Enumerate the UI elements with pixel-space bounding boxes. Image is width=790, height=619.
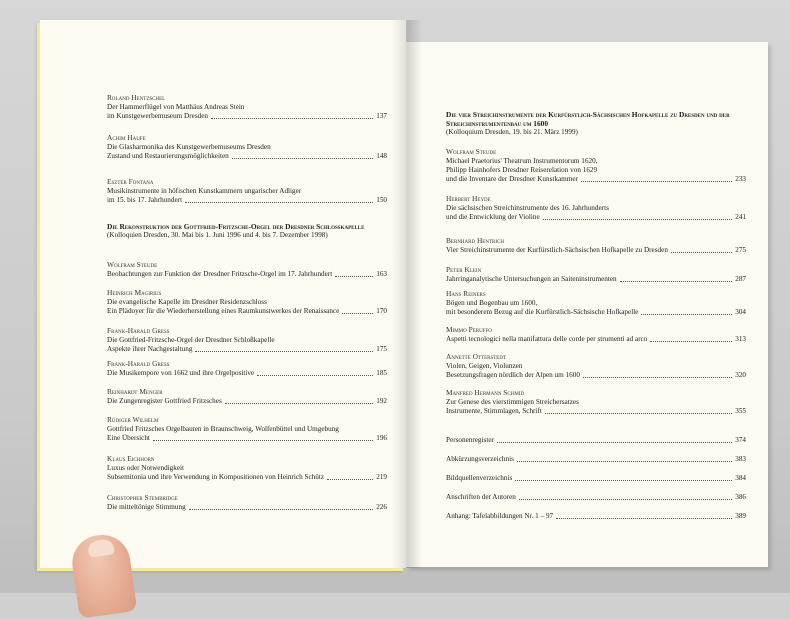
toc-entry xyxy=(107,133,387,161)
entry-title-line: und die Entwicklung der Violine xyxy=(446,213,540,221)
entry-title-line: Die Glasharmonika des Kunstgewerbemuseums Dresden xyxy=(107,143,271,151)
toc-entry xyxy=(107,177,387,205)
page-number: 320 xyxy=(735,371,746,379)
page-number: 287 xyxy=(735,275,746,283)
toc-entry xyxy=(107,415,387,443)
author-name: Wolfram Steude xyxy=(446,147,497,156)
toc-entry xyxy=(107,387,387,406)
entry-title-line: Zustand und Restaurierungsmöglichkeiten xyxy=(107,152,229,160)
leader-dots xyxy=(581,180,732,182)
section-heading: Die vier Streichinstrumente der Kurfürstlich-Sächsischen Hofkapelle zu Dresden und der Streichinstrumentenbau um 1600 xyxy=(446,110,730,128)
entry-title-line: Ein Plädoyer für die Wiederherstellung eines Raumkunstwerkes der Renaissance xyxy=(107,307,340,315)
author-name: Heinrich Magirius xyxy=(107,288,162,297)
leader-dots xyxy=(515,479,732,481)
leader-dots xyxy=(517,460,732,462)
leader-dots xyxy=(153,439,373,441)
entry-title-line: im Kunstgewerbemuseum Dresden xyxy=(107,112,209,120)
toc-entry xyxy=(107,493,387,512)
entry-title-line: Bildquellenverzeichnis xyxy=(446,474,513,482)
leader-dots xyxy=(335,275,373,277)
entry-title-line: Gottfried Fritzsches Orgelbauten in Braunschweig, Wolfenbüttel und Umgebung xyxy=(107,425,339,433)
entry-title-line: Abkürzungsverzeichnis xyxy=(446,455,514,463)
leader-dots xyxy=(620,280,733,282)
entry-title-line: Michael Praetorius' Theatrum Instrumentorum 1620, xyxy=(446,157,598,165)
page-number: 374 xyxy=(735,436,746,444)
entry-title-line: (Kolloquien Dresden, 30. Mai bis 1. Juni 1996 und 4. bis 7. Dezember 1998) xyxy=(107,231,328,239)
toc-entry xyxy=(446,289,746,317)
author-name: Bernhard Hentrich xyxy=(446,236,504,245)
toc-entry xyxy=(446,352,746,380)
page-number: 226 xyxy=(376,503,387,511)
page-number: 304 xyxy=(735,308,746,316)
author-name: Herbert Heyde xyxy=(446,194,491,203)
page-number: 275 xyxy=(735,246,746,254)
page-number: 150 xyxy=(376,196,387,204)
leader-dots xyxy=(583,376,732,378)
page-number: 219 xyxy=(376,473,387,481)
author-name: Rüdiger Wilhelm xyxy=(107,415,159,424)
leader-dots xyxy=(257,374,373,376)
author-name: Achim Haufe xyxy=(107,133,146,142)
entry-title-line: Luxus oder Notwendigkeit xyxy=(107,464,185,472)
entry-title-line: Beobachtungen zur Funktion der Dresdner Fritzsche-Orgel im 17. Jahrhundert xyxy=(107,270,333,278)
entry-title-line: Die sächsischen Streichinstrumente des 16. Jahrhunderts xyxy=(446,204,609,212)
toc-entry xyxy=(446,110,746,137)
entry-title-line: Personenregister xyxy=(446,436,494,444)
leader-dots xyxy=(211,117,373,119)
leader-dots xyxy=(650,340,732,342)
entry-title-line: Die Musikempore von 1662 und ihre Orgelpositive xyxy=(107,369,255,377)
author-name: Frank-Harald Greß xyxy=(107,359,170,368)
toc-entry xyxy=(107,454,387,482)
page-number: 148 xyxy=(376,152,387,160)
page-number: 163 xyxy=(376,270,387,278)
page-number: 386 xyxy=(735,493,746,501)
toc-entry xyxy=(446,147,746,184)
toc-entry xyxy=(446,236,746,255)
leader-dots xyxy=(519,498,732,500)
leader-dots xyxy=(342,312,373,314)
entry-title-line: Philipp Hainhofers Dresdner Reiserelation von 1629 xyxy=(446,166,598,174)
toc-entry xyxy=(107,326,387,354)
leader-dots xyxy=(185,201,373,203)
entry-title-line: Aspetti tecnologici nella manifattura delle corde per strumenti ad arco xyxy=(446,335,648,343)
entry-title-line: Der Hammerflügel von Matthäus Andreas Stein xyxy=(107,103,245,111)
entry-title-line: Jahrringanalytische Untersuchungen an Saiteninstrumenten xyxy=(446,275,617,283)
leader-dots xyxy=(497,441,732,443)
entry-title-line: Eine Übersicht xyxy=(107,434,150,442)
entry-title-line: Musikinstrumente in höfischen Kunstkammern ungarischer Adliger xyxy=(107,187,302,195)
entry-title-line: Zur Genese des vierstimmigen Streichersatzes xyxy=(446,398,579,406)
page-number: 192 xyxy=(376,397,387,405)
toc-entry xyxy=(446,194,746,222)
leader-dots xyxy=(545,412,732,414)
toc-entry xyxy=(107,288,387,316)
author-name: Wolfram Steude xyxy=(107,260,158,269)
toc-entry xyxy=(446,388,746,416)
page-number: 383 xyxy=(735,455,746,463)
leader-dots xyxy=(232,157,373,159)
page-number: 196 xyxy=(376,434,387,442)
leader-dots xyxy=(641,313,732,315)
toc-entry xyxy=(446,265,746,284)
leader-dots xyxy=(543,218,733,220)
author-name: Peter Klein xyxy=(446,265,482,274)
toc-entry xyxy=(446,512,746,521)
toc-entry xyxy=(446,325,746,344)
author-name: Hans Reiners xyxy=(446,289,486,298)
toc-entry xyxy=(107,359,387,378)
leader-dots xyxy=(195,350,373,352)
left-page xyxy=(40,20,406,568)
page-number: 137 xyxy=(376,112,387,120)
toc-entry xyxy=(446,474,746,483)
entry-title-line: Vier Streichinstrumente der Kurfürstlich-Sächsischen Hofkapelle zu Dresden xyxy=(446,246,668,254)
author-name: Klaus Eichhorn xyxy=(107,454,155,463)
author-name: Roland Hentzschel xyxy=(107,93,166,102)
toc-entry xyxy=(446,436,746,445)
leader-dots xyxy=(671,251,732,253)
entry-title-line: Besetzungsfragen nördlich der Alpen um 1600 xyxy=(446,371,580,379)
right-page xyxy=(406,42,768,567)
page-number: 185 xyxy=(376,369,387,377)
entry-title-line: Anschriften der Autoren xyxy=(446,493,516,501)
entry-title-line: und die Inventare der Dresdner Kunstkammer xyxy=(446,175,578,183)
entry-title-line: (Kolloquium Dresden, 19. bis 21. März 1999) xyxy=(446,128,578,136)
entry-title-line: Instrumente, Stimmlagen, Schrift xyxy=(446,407,542,415)
toc-entry xyxy=(107,93,387,121)
entry-title-line: Violen, Geigen, Violunzen xyxy=(446,362,523,370)
page-number: 355 xyxy=(735,407,746,415)
leader-dots xyxy=(327,478,373,480)
author-name: Christopher Stembridge xyxy=(107,493,178,502)
entry-title-line: Aspekte ihrer Nachgestaltung xyxy=(107,345,193,353)
leader-dots xyxy=(225,402,373,404)
author-name: Mimmo Peruffo xyxy=(446,325,492,334)
entry-title-line: Anhang: Tafelabbildungen Nr. 1 – 97 xyxy=(446,512,554,520)
entry-title-line: Die Gottfried-Fritzsche-Orgel der Dresdner Schloßkapelle xyxy=(107,336,275,344)
section-heading: Die Rekonstruktion der Gottfried-Fritzsche-Orgel der Dresdner Schloßkapelle xyxy=(107,222,365,231)
page-number: 170 xyxy=(376,307,387,315)
author-name: Frank-Harald Greß xyxy=(107,326,170,335)
page-number: 384 xyxy=(735,474,746,482)
toc-entry xyxy=(446,455,746,464)
leader-dots xyxy=(189,508,374,510)
page-number: 389 xyxy=(735,512,746,520)
entry-title-line: Die evangelische Kapelle im Dresdner Residenzschloss xyxy=(107,298,267,306)
leader-dots xyxy=(556,517,732,519)
page-number: 175 xyxy=(376,345,387,353)
entry-title-line: Subsemitonia und ihre Verwendung in Kompositionen von Heinrich Schütz xyxy=(107,473,325,481)
open-book xyxy=(40,20,768,568)
entry-title-line: im 15. bis 17. Jahrhundert xyxy=(107,196,183,204)
toc-entry xyxy=(107,260,387,279)
author-name: Reinhardt Menger xyxy=(107,387,163,396)
page-number: 313 xyxy=(735,335,746,343)
toc-entry xyxy=(107,222,387,240)
toc-entry xyxy=(446,493,746,502)
entry-title-line: mit besonderem Bezug auf die Kurfürstlich-Sächsische Hofkapelle xyxy=(446,308,639,316)
entry-title-line: Die mitteltönige Stimmung xyxy=(107,503,186,511)
author-name: Manfred Hermann Schmid xyxy=(446,388,525,397)
entry-title-line: Die Zungenregister Gottfried Fritzsches xyxy=(107,397,222,405)
author-name: Annette Otterstedt xyxy=(446,352,507,361)
entry-title-line: Bögen und Bogenbau um 1600, xyxy=(446,299,538,307)
page-number: 241 xyxy=(735,213,746,221)
page-number: 233 xyxy=(735,175,746,183)
author-name: Eszter Fontana xyxy=(107,177,154,186)
